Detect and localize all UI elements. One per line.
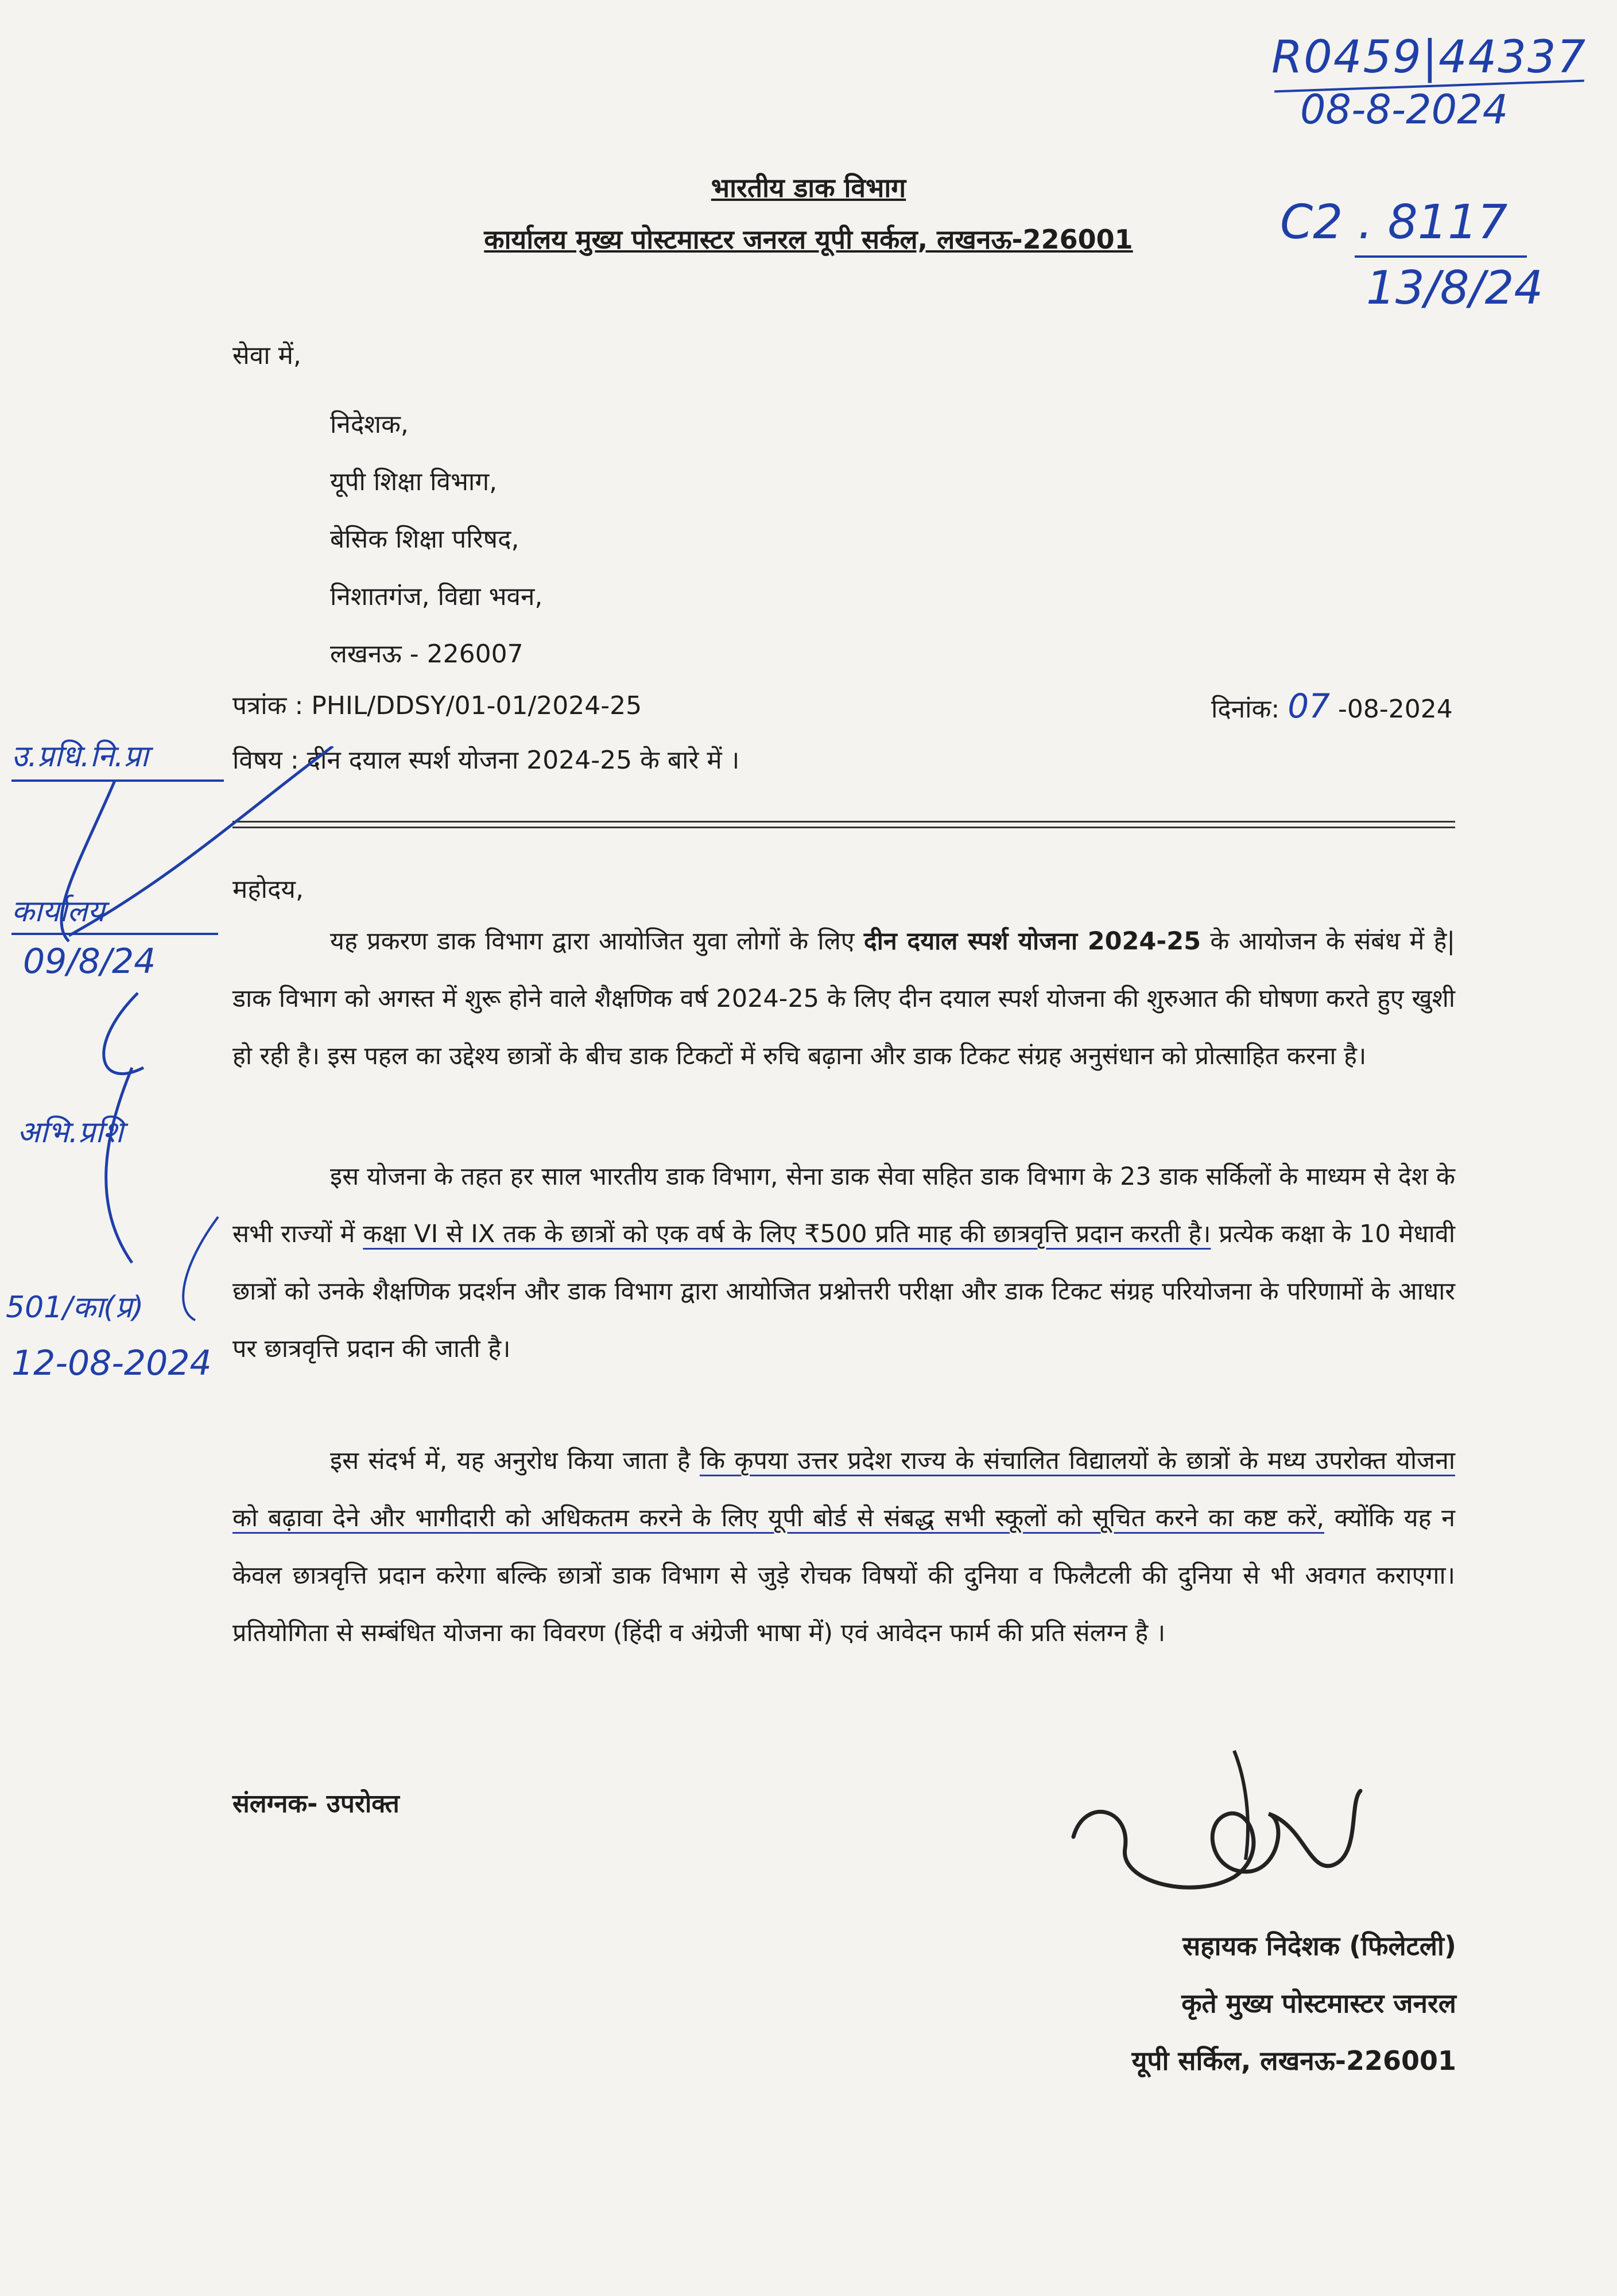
margin-note: 501/का(प्र) — [6, 1290, 144, 1325]
address-line: निदेशक, — [330, 410, 409, 439]
address-block — [330, 396, 542, 683]
receipt-date: 13/8/24 — [1366, 261, 1544, 315]
signatory-block — [1132, 1917, 1456, 2089]
scheme-name: दीन दयाल स्पर्श योजना 2024-25 — [863, 927, 1201, 956]
enclosure-note: संलग्नक- उपरोक्त — [232, 1789, 400, 1818]
margin-note: कार्यालय — [11, 894, 105, 929]
patrank-label: पत्रांक — [232, 691, 287, 720]
margin-note: उ.प्रधि.नि.प्रा — [11, 739, 149, 774]
address-line: लखनऊ - 226007 — [330, 639, 524, 669]
salutation: महोदय, — [232, 875, 304, 904]
divider — [232, 821, 1455, 823]
paragraph-2: इस योजना के तहत हर साल भारतीय डाक विभाग, सेना डाक सेवा सहित डाक विभाग के 23 डाक सर्किलों के माध्यम से देश के सभी राज्यों में कक्षा VI से IX तक के छात्रों को एक वर्ष के लिए ₹500 प्रति माह की छात्रवृत्ति प्रदान करती है। प्रत्येक कक्षा के 10 मेधावी छात्रों को उनके शैक्षणिक प्रदर्शन और डाक विभाग द्वारा आयोजित प्रश्नोत्तरी परीक्षा और डाक टिकट संग्रह परियोजना के परिणामों के आधार पर छात्रवृत्ति प्रदान की जाती है। — [232, 1162, 1455, 1363]
highlighted-text: कि कृपया उत्तर प्रदेश राज्य के संचालित विद्यालयों के छात्रों के मध्य उपरोक्त योजना को बढ़ावा देने और भागीदारी को अधिकतम करने के लिए यूपी बोर्ड से संबद्ध सभी स्कूलों को सूचित करने का कष्ट करें, — [232, 1446, 1455, 1533]
letter-date — [1211, 689, 1453, 727]
date-value: -08-2024 — [1338, 695, 1453, 724]
subject-value: दीन दयाल स्पर्श योजना 2024-25 के बारे में । — [307, 746, 740, 775]
subject-label: विषय — [232, 746, 282, 775]
reference-number: पत्रांक : PHIL/DDSY/01-01/2024-25 — [232, 691, 642, 720]
address-intro: सेवा में, — [232, 341, 301, 370]
signatory-for: कृते मुख्य पोस्टमास्टर जनरल — [1181, 1988, 1456, 2019]
margin-note: अभि.प्रशि — [17, 1115, 123, 1150]
divider — [232, 827, 1455, 828]
patrank-value: PHIL/DDSY/01-01/2024-25 — [311, 691, 642, 720]
department-title: भारतीय डाक विभाग — [711, 172, 906, 203]
margin-note-date: 09/8/24 — [23, 941, 156, 982]
inward-number: R0459|44337 — [1271, 32, 1587, 83]
address-line: निशातगंज, विद्या भवन, — [330, 582, 543, 611]
inward-date: 08-8-2024 — [1300, 86, 1509, 133]
signature — [1062, 1728, 1435, 1917]
margin-note-date: 12-08-2024 — [11, 1343, 212, 1383]
date-handwritten: 07 — [1288, 687, 1331, 726]
paragraph-1: यह प्रकरण डाक विभाग द्वारा आयोजित युवा लोगों के लिए दीन दयाल स्पर्श योजना 2024-25 के आयोजन के संबंध में है| डाक विभाग को अगस्त में शुरू होने वाले शैक्षणिक वर्ष 2024-25 के लिए दीन दयाल स्पर्श योजना की शुरुआत की घोषणा करते हुए खुशी हो रही है। इस पहल का उद्देश्य छात्रों के बीच डाक टिकटों में रुचि बढ़ाना और डाक टिकट संग्रह अनुसंधान को प्रोत्साहित करना है। — [232, 927, 1455, 1071]
subject-line: विषय : दीन दयाल स्पर्श योजना 2024-25 के बारे में । — [232, 746, 740, 775]
signatory-designation: सहायक निदेशक (फिलेटली) — [1182, 1930, 1456, 1961]
receipt-number: C2 . 8117 — [1280, 195, 1508, 250]
address-line: यूपी शिक्षा विभाग, — [330, 467, 498, 497]
office-title: कार्यालय मुख्य पोस्टमास्टर जनरल यूपी सर्कल, लखनऊ-226001 — [484, 224, 1133, 255]
date-label: दिनांक: — [1211, 695, 1280, 724]
pen-strokes — [0, 746, 402, 1435]
address-line: बेसिक शिक्षा परिषद, — [330, 525, 519, 554]
signatory-office: यूपी सर्किल, लखनऊ-226001 — [1131, 2045, 1456, 2076]
paragraph-3: इस संदर्भ में, यह अनुरोध किया जाता है कि कृपया उत्तर प्रदेश राज्य के संचालित विद्यालयों के छात्रों के मध्य उपरोक्त योजना को बढ़ावा देने और भागीदारी को अधिकतम करने के लिए यूपी बोर्ड से संबद्ध सभी स्कूलों को सूचित करने का कष्ट करें, क्योंकि यह न केवल छात्रवृत्ति प्रदान करेगा बल्कि छात्रों डाक विभाग से जुड़े रोचक विषयों की दुनिया व फिलैटली की दुनिया से भी अवगत कराएगा। प्रतियोगिता से सम्बंधित योजना का विवरण (हिंदी व अंग्रेजी भाषा में) एवं आवेदन फार्म की प्रति संलग्न है । — [232, 1446, 1456, 1647]
highlighted-text: कक्षा VI से IX तक के छात्रों को एक वर्ष के लिए ₹500 प्रति माह की छात्रवृत्ति प्रदान करती है। — [363, 1220, 1211, 1248]
